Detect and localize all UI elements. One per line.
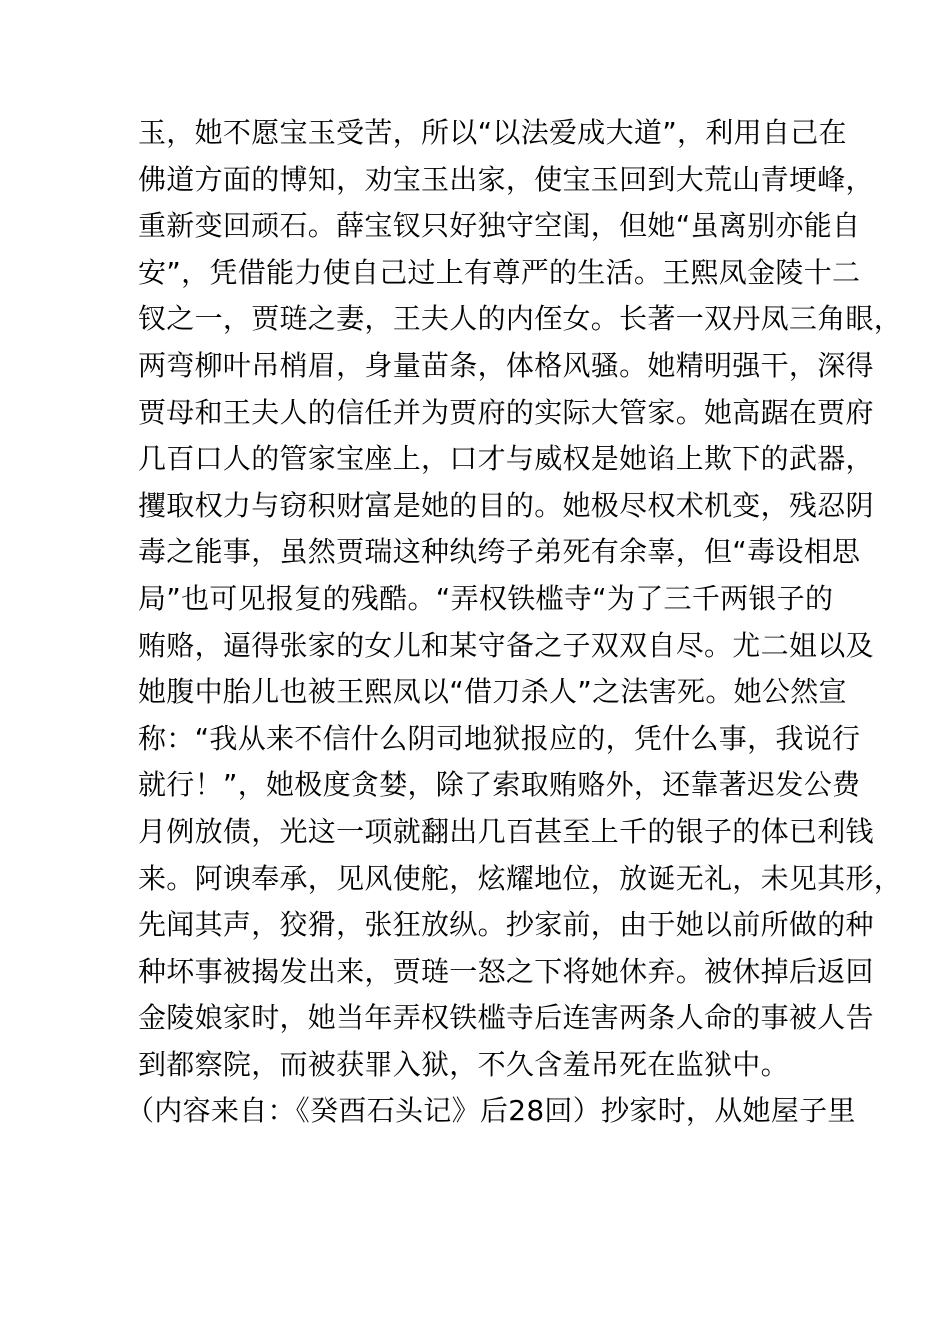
text-line: 佛道方面的博知，劝宝玉出家，使宝玉回到大荒山青埂峰， bbox=[138, 162, 874, 196]
text-line: 贾母和王夫人的信任并为贾府的实际大管家。她高踞在贾府 bbox=[138, 395, 874, 429]
body-text bbox=[126, 110, 903, 1135]
source-note-line: （内容来自：《癸酉石头记》后28回）抄家时，从她屋子里 bbox=[126, 1094, 856, 1128]
text-line: 就行！”，她极度贪婪，除了索取贿赂外，还靠著迟发公费 bbox=[138, 768, 861, 802]
text-line: 她腹中胎儿也被王熙凤以“借刀杀人”之法害死。她公然宣 bbox=[138, 675, 847, 709]
text-line: 钗之一，贾琏之妻，王夫人的内侄女。长著一双丹凤三角眼， bbox=[138, 302, 903, 336]
text-line: 来。阿谀奉承，见风使舵，炫耀地位，放诞无礼，未见其形， bbox=[138, 861, 903, 895]
text-line: 先闻其声，狡猾，张狂放纵。抄家前，由于她以前所做的种 bbox=[138, 908, 874, 942]
text-line: 局”也可见报复的残酷。“弄权铁槛寺“为了三千两银子的 bbox=[138, 581, 834, 615]
text-line: 安”，凭借能力使自己过上有尊严的生活。王熙凤金陵十二 bbox=[138, 255, 861, 289]
text-line: 种坏事被揭发出来，贾琏一怒之下将她休弃。被休掉后返回 bbox=[138, 954, 874, 988]
text-line: 到都察院，而被获罪入狱，不久含羞吊死在监狱中。 bbox=[138, 1047, 789, 1081]
text-line: 称：“我从来不信什么阴司地狱报应的，凭什么事，我说行 bbox=[138, 721, 861, 755]
text-line: 攫取权力与窃积财富是她的目的。她极尽权术机变，残忍阴 bbox=[138, 488, 874, 522]
text-line: 几百口人的管家宝座上，口才与威权是她谄上欺下的武器， bbox=[138, 442, 874, 476]
text-line: 重新变回顽石。薛宝钗只好独守空闺，但她“虽离别亦能自 bbox=[138, 209, 861, 243]
text-line: 毒之能事，虽然贾瑞这种纨绔子弟死有余辜，但“毒设相思 bbox=[138, 535, 861, 569]
text-line: 玉，她不愿宝玉受苦，所以“以法爱成大道”，利用自己在 bbox=[138, 116, 847, 149]
text-line: 月例放债，光这一项就翻出几百甚至上千的银子的体已利钱 bbox=[138, 814, 874, 848]
text-line: 金陵娘家时，她当年弄权铁槛寺后连害两条人命的事被人告 bbox=[138, 1001, 874, 1035]
text-line: 贿赂，逼得张家的女儿和某守备之子双双自尽。尤二姐以及 bbox=[138, 628, 874, 662]
text-line: 两弯柳叶吊梢眉，身量苗条，体格风骚。她精明强干，深得 bbox=[138, 348, 874, 382]
